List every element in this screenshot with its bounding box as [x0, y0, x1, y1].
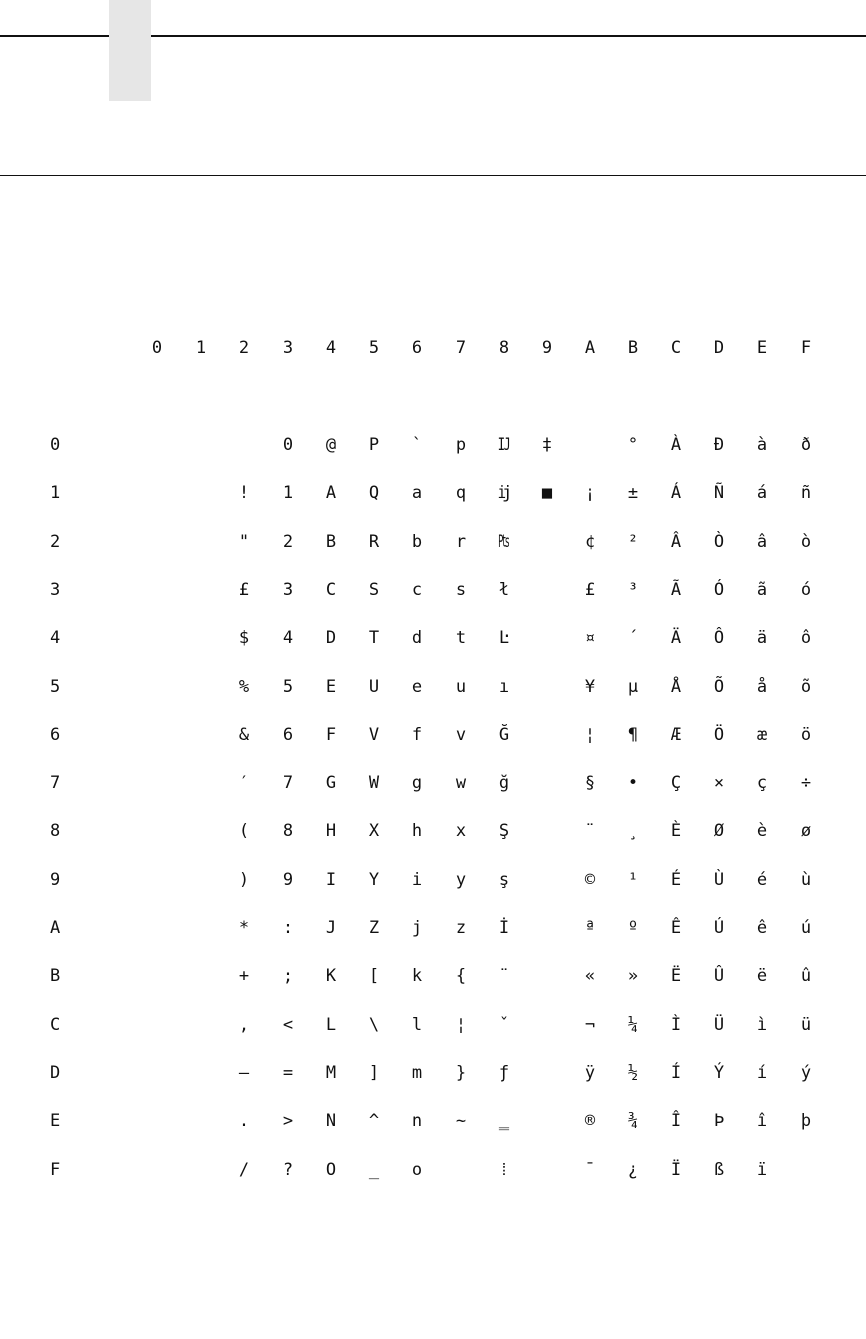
char-cell: Ã: [670, 580, 682, 600]
row-header: 3: [50, 580, 61, 600]
char-cell: Ë: [670, 966, 682, 986]
char-cell: Ï: [670, 1160, 682, 1180]
char-cell: À: [670, 435, 682, 455]
char-cell: É: [670, 870, 682, 890]
char-cell: y: [455, 870, 467, 890]
char-cell: g: [411, 773, 423, 793]
char-cell: ~: [455, 1111, 467, 1131]
char-cell: L: [325, 1015, 337, 1035]
char-cell: ": [238, 532, 250, 552]
row-header: 2: [50, 532, 61, 552]
char-cell: Y: [368, 870, 380, 890]
char-cell: Ô: [713, 628, 725, 648]
char-cell: ³: [627, 580, 639, 600]
char-cell: B: [325, 532, 337, 552]
char-cell: Ý: [713, 1063, 725, 1083]
header-rule-left: [0, 35, 109, 37]
char-cell: Ş: [498, 821, 510, 841]
char-cell: ;: [282, 966, 294, 986]
char-cell: ï: [756, 1160, 768, 1180]
column-header: 1: [195, 338, 207, 358]
char-cell: U: [368, 677, 380, 697]
column-header: A: [584, 338, 596, 358]
char-cell: î: [756, 1111, 768, 1131]
char-cell: ½: [627, 1063, 639, 1083]
char-cell: &: [238, 725, 250, 745]
column-header: 2: [238, 338, 250, 358]
char-cell: W: [368, 773, 380, 793]
char-cell: Û: [713, 966, 725, 986]
char-cell: »: [627, 966, 639, 986]
char-cell: ¦: [584, 725, 596, 745]
char-cell: ±: [627, 483, 639, 503]
char-cell: ú: [800, 918, 812, 938]
column-header: 5: [368, 338, 380, 358]
char-cell: O: [325, 1160, 337, 1180]
row-header: 1: [50, 483, 61, 503]
char-cell: £: [238, 580, 250, 600]
char-cell: ä: [756, 628, 768, 648]
char-cell: ): [238, 870, 250, 890]
char-cell: +: [238, 966, 250, 986]
char-cell: ²: [627, 532, 639, 552]
char-cell: §: [584, 773, 596, 793]
char-cell: ƒ: [498, 1063, 510, 1083]
char-cell: 0: [282, 435, 294, 455]
char-cell: Ä: [670, 628, 682, 648]
char-cell: ′: [238, 773, 250, 793]
char-cell: >: [282, 1111, 294, 1131]
char-cell: ß: [713, 1160, 725, 1180]
char-cell: A: [325, 483, 337, 503]
char-cell: ı: [498, 677, 510, 697]
char-cell: Æ: [670, 725, 682, 745]
row-header: E: [50, 1111, 61, 1131]
char-cell: ×: [713, 773, 725, 793]
char-cell: ‗: [498, 1111, 510, 1131]
column-header: 6: [411, 338, 423, 358]
char-cell: Á: [670, 483, 682, 503]
column-header: 4: [325, 338, 337, 358]
char-cell: [: [368, 966, 380, 986]
column-header: 0: [151, 338, 163, 358]
char-cell: `: [411, 435, 423, 455]
char-cell: e: [411, 677, 423, 697]
row-header: F: [50, 1160, 61, 1180]
char-cell: Ð: [713, 435, 725, 455]
char-cell: Ò: [713, 532, 725, 552]
char-cell: d: [411, 628, 423, 648]
row-header: 9: [50, 870, 61, 890]
char-cell: J: [325, 918, 337, 938]
char-cell: Þ: [713, 1111, 725, 1131]
char-cell: ¡: [584, 483, 596, 503]
row-header: 7: [50, 773, 61, 793]
char-cell: S: [368, 580, 380, 600]
char-cell: º: [627, 918, 639, 938]
char-cell: Ê: [670, 918, 682, 938]
char-cell: %: [238, 677, 250, 697]
char-cell: ¿: [627, 1160, 639, 1180]
char-cell: ¼: [627, 1015, 639, 1035]
char-cell: ^: [368, 1111, 380, 1131]
row-header: B: [50, 966, 61, 986]
char-cell: w: [455, 773, 467, 793]
char-cell: 6: [282, 725, 294, 745]
row-header: 5: [50, 677, 61, 697]
char-cell: Q: [368, 483, 380, 503]
char-cell: ü: [800, 1015, 812, 1035]
row-header: C: [50, 1015, 61, 1035]
char-cell: ®: [584, 1111, 596, 1131]
char-cell: 9: [282, 870, 294, 890]
char-cell: ¯: [584, 1160, 596, 1180]
char-cell: z: [455, 918, 467, 938]
char-cell: n: [411, 1111, 423, 1131]
row-header: A: [50, 918, 61, 938]
char-cell: ğ: [498, 773, 510, 793]
char-cell: ¹: [627, 870, 639, 890]
char-cell: <: [282, 1015, 294, 1035]
char-cell: é: [756, 870, 768, 890]
char-cell: Ĳ: [498, 435, 510, 455]
column-header: 9: [541, 338, 553, 358]
char-cell: ÿ: [584, 1063, 596, 1083]
char-cell: «: [584, 966, 596, 986]
char-cell: \: [368, 1015, 380, 1035]
char-cell: 5: [282, 677, 294, 697]
column-header: 3: [282, 338, 294, 358]
char-cell: Í: [670, 1063, 682, 1083]
char-cell: ð: [800, 435, 812, 455]
char-cell: °: [627, 435, 639, 455]
char-cell: x: [455, 821, 467, 841]
column-header: D: [713, 338, 725, 358]
char-cell: h: [411, 821, 423, 841]
char-cell: û: [800, 966, 812, 986]
char-cell: ˇ: [498, 1015, 510, 1035]
char-cell: Ó: [713, 580, 725, 600]
char-cell: ì: [756, 1015, 768, 1035]
column-header: B: [627, 338, 639, 358]
char-cell: o: [411, 1160, 423, 1180]
char-cell: P: [368, 435, 380, 455]
column-header: C: [670, 338, 682, 358]
char-cell: ë: [756, 966, 768, 986]
char-cell: ₧: [498, 532, 510, 552]
char-cell: –: [238, 1063, 250, 1083]
header-rule-right: [151, 35, 866, 37]
char-cell: *: [238, 918, 250, 938]
char-cell: F: [325, 725, 337, 745]
char-cell: i: [411, 870, 423, 890]
char-cell: ñ: [800, 483, 812, 503]
char-cell: á: [756, 483, 768, 503]
char-cell: £: [584, 580, 596, 600]
char-cell: í: [756, 1063, 768, 1083]
column-header: 7: [455, 338, 467, 358]
char-cell: 8: [282, 821, 294, 841]
char-cell: 4: [282, 628, 294, 648]
char-cell: Õ: [713, 677, 725, 697]
char-cell: Ü: [713, 1015, 725, 1035]
char-cell: µ: [627, 677, 639, 697]
char-cell: =: [282, 1063, 294, 1083]
char-cell: j: [411, 918, 423, 938]
char-cell: Ø: [713, 821, 725, 841]
char-cell: H: [325, 821, 337, 841]
column-header: 8: [498, 338, 510, 358]
char-cell: ç: [756, 773, 768, 793]
row-header: 8: [50, 821, 61, 841]
char-cell: â: [756, 532, 768, 552]
char-cell: (: [238, 821, 250, 841]
char-cell: È: [670, 821, 682, 841]
char-cell: ö: [800, 725, 812, 745]
char-cell: v: [455, 725, 467, 745]
char-cell: @: [325, 435, 337, 455]
char-cell: ĳ: [498, 483, 510, 503]
char-cell: Ö: [713, 725, 725, 745]
char-cell: ⁞: [498, 1160, 510, 1180]
char-cell: m: [411, 1063, 423, 1083]
column-header: F: [800, 338, 812, 358]
char-cell: ¨: [584, 821, 596, 841]
char-cell: 3: [282, 580, 294, 600]
char-cell: à: [756, 435, 768, 455]
char-cell: ý: [800, 1063, 812, 1083]
char-cell: Î: [670, 1111, 682, 1131]
char-cell: M: [325, 1063, 337, 1083]
row-header: 6: [50, 725, 61, 745]
char-cell: å: [756, 677, 768, 697]
char-cell: ó: [800, 580, 812, 600]
char-cell: $: [238, 628, 250, 648]
char-cell: G: [325, 773, 337, 793]
char-cell: ¬: [584, 1015, 596, 1035]
char-cell: u: [455, 677, 467, 697]
char-cell: ‡: [541, 435, 553, 455]
char-cell: õ: [800, 677, 812, 697]
char-cell: 2: [282, 532, 294, 552]
char-cell: ş: [498, 870, 510, 890]
char-cell: {: [455, 966, 467, 986]
char-cell: V: [368, 725, 380, 745]
char-cell: c: [411, 580, 423, 600]
chapter-tab-marker: [109, 0, 151, 101]
char-cell: }: [455, 1063, 467, 1083]
char-cell: /: [238, 1160, 250, 1180]
char-cell: İ: [498, 918, 510, 938]
row-header: 0: [50, 435, 61, 455]
char-cell: s: [455, 580, 467, 600]
char-cell: ê: [756, 918, 768, 938]
char-cell: Ú: [713, 918, 725, 938]
header-bottom-rule: [0, 175, 866, 176]
char-cell: E: [325, 677, 337, 697]
char-cell: ô: [800, 628, 812, 648]
char-cell: Ŀ: [498, 628, 510, 648]
char-cell: Ñ: [713, 483, 725, 503]
char-cell: p: [455, 435, 467, 455]
char-cell: a: [411, 483, 423, 503]
char-cell: q: [455, 483, 467, 503]
char-cell: f: [411, 725, 423, 745]
char-cell: ã: [756, 580, 768, 600]
char-cell: ò: [800, 532, 812, 552]
char-cell: X: [368, 821, 380, 841]
char-cell: þ: [800, 1111, 812, 1131]
char-cell: 7: [282, 773, 294, 793]
char-cell: K: [325, 966, 337, 986]
row-header: D: [50, 1063, 61, 1083]
char-cell: ¨: [498, 966, 510, 986]
char-cell: .: [238, 1111, 250, 1131]
char-cell: ¥: [584, 677, 596, 697]
char-cell: ,: [238, 1015, 250, 1035]
char-cell: ¸: [627, 821, 639, 841]
char-cell: ¤: [584, 628, 596, 648]
char-cell: ł: [498, 580, 510, 600]
char-cell: è: [756, 821, 768, 841]
char-cell: b: [411, 532, 423, 552]
char-cell: ]: [368, 1063, 380, 1083]
char-cell: :: [282, 918, 294, 938]
char-cell: ª: [584, 918, 596, 938]
char-cell: ¢: [584, 532, 596, 552]
char-cell: !: [238, 483, 250, 503]
char-cell: æ: [756, 725, 768, 745]
char-cell: Â: [670, 532, 682, 552]
char-cell: •: [627, 773, 639, 793]
char-cell: Å: [670, 677, 682, 697]
char-cell: k: [411, 966, 423, 986]
char-cell: C: [325, 580, 337, 600]
column-header: E: [756, 338, 768, 358]
char-cell: D: [325, 628, 337, 648]
char-cell: Ğ: [498, 725, 510, 745]
char-cell: Ì: [670, 1015, 682, 1035]
char-cell: r: [455, 532, 467, 552]
char-cell: ©: [584, 870, 596, 890]
char-cell: ¶: [627, 725, 639, 745]
char-cell: ÷: [800, 773, 812, 793]
char-cell: ■: [541, 483, 553, 503]
row-header: 4: [50, 628, 61, 648]
char-cell: T: [368, 628, 380, 648]
char-cell: N: [325, 1111, 337, 1131]
char-cell: ?: [282, 1160, 294, 1180]
char-cell: ø: [800, 821, 812, 841]
char-cell: ù: [800, 870, 812, 890]
char-cell: t: [455, 628, 467, 648]
char-cell: ¾: [627, 1111, 639, 1131]
char-cell: Ù: [713, 870, 725, 890]
char-cell: Ç: [670, 773, 682, 793]
char-cell: ´: [627, 628, 639, 648]
char-cell: 1: [282, 483, 294, 503]
char-cell: ¦: [455, 1015, 467, 1035]
char-cell: I: [325, 870, 337, 890]
char-cell: Z: [368, 918, 380, 938]
char-cell: l: [411, 1015, 423, 1035]
char-cell: R: [368, 532, 380, 552]
char-cell: _: [368, 1160, 380, 1180]
